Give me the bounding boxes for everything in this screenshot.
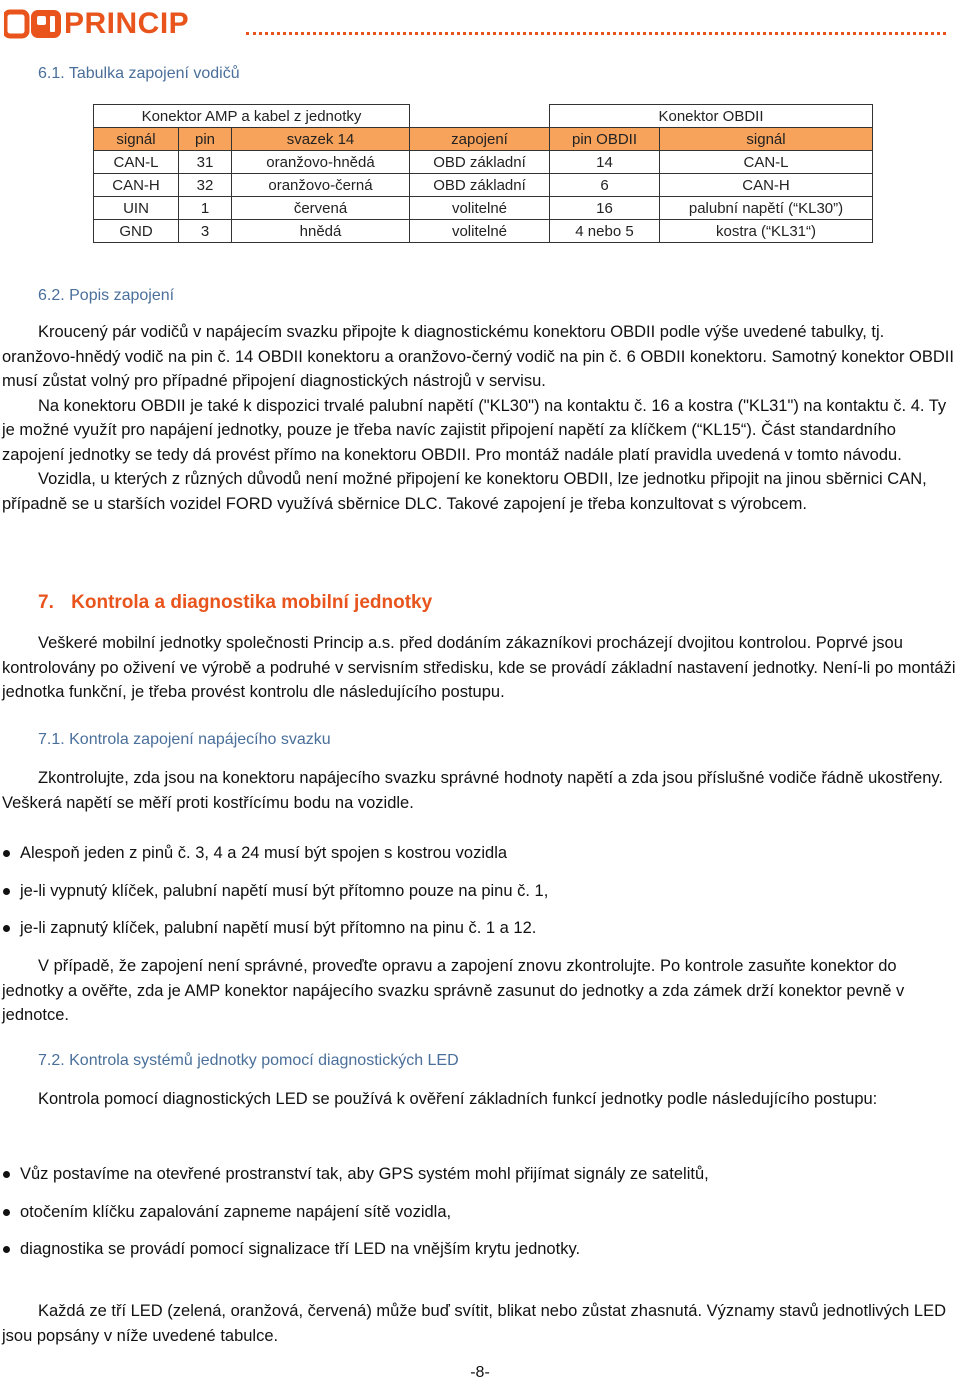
table-row — [94, 151, 873, 174]
table-cell: UIN — [94, 197, 179, 220]
bullet-icon — [3, 1209, 10, 1216]
table-cell: hnědá — [232, 220, 410, 243]
table-cell: 4 nebo 5 — [550, 220, 660, 243]
section-6-2-body — [2, 320, 960, 516]
list-item: Alespoň jeden z pinů č. 3, 4 a 24 musí být spojen s kostrou vozidla — [2, 841, 960, 865]
paragraph: Kontrola pomocí diagnostických LED se používá k ověření základních funkcí jednotky podle následujícího postupu: — [38, 1090, 878, 1108]
table-row — [94, 220, 873, 243]
paragraph: Na konektoru OBDII je také k dispozici trvalé palubní napětí ("KL30") na kontaktu č. 16 a kostra ("KL31") na kontaktu č. 4. Ty je možné využít pro napájení jednotky, pouze je třeba navíc zajistit připojení napětí za klíčkem (“KL15“). Část standardního zapojení jednotky se tedy dá provést přímo na konektoru OBDII. Pro montáž nadále platí pravidla uvedená v tomto návodu. — [2, 396, 947, 464]
table-cell: CAN-L — [94, 151, 179, 174]
paragraph: Veškeré mobilní jednotky společnosti Princip a.s. před dodáním zákazníkovi procházejí dvojitou kontrolou. Poprvé jsou kontrolovány po oživení ve výrobě a podruhé v servisním středisku, kde se provádí základní nastavení jednotky. Není-li po montáži jednotka funkční, je třeba provést kontrolu dle následujícího postupu. — [2, 634, 956, 701]
column-header: pin — [179, 128, 232, 151]
paragraph: Každá ze tří LED (zelená, oranžová, červená) může buď svítit, blikat nebo zůstat zhasnutá. Významy stavů jednotlivých LED jsou popsány v níže uvedené tabulce. — [2, 1302, 947, 1345]
table-cell: OBD základní — [410, 174, 550, 197]
table-cell: oranžovo-hnědá — [232, 151, 410, 174]
list-item: je-li zapnutý klíček, palubní napětí musí být přítomno na pinu č. 1 a 12. — [2, 916, 960, 940]
column-header: signál — [660, 128, 873, 151]
table-cell: 32 — [179, 174, 232, 197]
table-cell: 31 — [179, 151, 232, 174]
table-row — [94, 174, 873, 197]
section-7-2-bullets — [2, 1162, 960, 1275]
section-7-1-bullets — [2, 841, 960, 954]
princip-logo-mark-icon — [4, 9, 62, 39]
list-item: je-li vypnutý klíček, palubní napětí musí být přítomno pouze na pinu č. 1, — [2, 879, 960, 903]
bullet-icon — [3, 850, 10, 857]
table-cell: volitelné — [410, 220, 550, 243]
table-cell: 6 — [550, 174, 660, 197]
table-cell: CAN-H — [660, 174, 873, 197]
header-dotted-rule — [246, 32, 946, 35]
section-7-title — [38, 592, 432, 614]
paragraph: Vozidla, u kterých z různých důvodů není možné připojení ke konektoru OBDII, lze jednotku připojit na jinou sběrnici CAN, případně se u starších vozidel FORD využívá sběrnice DLC. Takové zapojení je třeba konzultovat s výrobcem. — [2, 470, 927, 513]
wiring-table — [93, 104, 873, 243]
table-cell: 14 — [550, 151, 660, 174]
table-row — [94, 197, 873, 220]
brand-name: PRINCIP — [64, 7, 190, 40]
table-cell: palubní napětí (“KL30”) — [660, 197, 873, 220]
paragraph: Zkontrolujte, zda jsou na konektoru napájecího svazku správné hodnoty napětí a zda jsou příslušné vodiče řádně ukostřeny. Veškerá napětí se měří proti kostřícímu bodu na vozidle. — [2, 769, 943, 812]
section-7-2-body — [2, 1087, 960, 1112]
table-cell: volitelné — [410, 197, 550, 220]
section-7-1-body — [2, 766, 960, 815]
table-cell: GND — [94, 220, 179, 243]
column-header: signál — [94, 128, 179, 151]
section-7-1-body-2 — [2, 954, 960, 1028]
list-item: diagnostika se provádí pomocí signalizace tří LED na vnějším krytu jednotky. — [2, 1237, 960, 1261]
column-header: zapojení — [410, 128, 550, 151]
table-cell: 1 — [179, 197, 232, 220]
table-cell: 3 — [179, 220, 232, 243]
section-7-2-title: 7.2. Kontrola systémů jednotky pomocí diagnostických LED — [38, 1052, 459, 1069]
table-group-right: Konektor OBDII — [550, 105, 873, 128]
table-cell: OBD základní — [410, 151, 550, 174]
paragraph: Kroucený pár vodičů v napájecím svazku připojte k diagnostickému konektoru OBDII podle výše uvedené tabulky, tj. oranžovo-hnědý vodič na pin č. 14 OBDII konektoru a oranžovo-černý vodič na pin č. 6 OBDII konektoru. Samotný konektor OBDII musí zůstat volný pro případné připojení diagnostických nástrojů v servisu. — [2, 323, 954, 390]
section-6-1-title: 6.1. Tabulka zapojení vodičů — [38, 65, 240, 82]
table-group-left: Konektor AMP a kabel z jednotky — [94, 105, 410, 128]
table-group-gap — [410, 105, 550, 128]
bullet-icon — [3, 1246, 10, 1253]
page-header — [0, 0, 960, 46]
column-header: pin OBDII — [550, 128, 660, 151]
page-number: -8- — [470, 1364, 490, 1381]
bullet-icon — [3, 888, 10, 895]
table-cell: oranžovo-černá — [232, 174, 410, 197]
bullet-icon — [3, 1171, 10, 1178]
princip-logo — [4, 8, 189, 40]
table-cell: 16 — [550, 197, 660, 220]
section-6-2-title: 6.2. Popis zapojení — [38, 287, 175, 304]
table-header-row — [94, 128, 873, 151]
paragraph: V případě, že zapojení není správné, proveďte opravu a zapojení znovu zkontrolujte. Po kontrole zasuňte konektor do jednotky a ověřte, zda je AMP konektor napájecího svazku správně zasunut do jednotky a zda zámek drží konektor pevně v jednotce. — [2, 957, 905, 1024]
section-7-2-body-2 — [2, 1299, 960, 1348]
table-cell: kostra (“KL31“) — [660, 220, 873, 243]
table-cell: CAN-H — [94, 174, 179, 197]
section-7-heading: Kontrola a diagnostika mobilní jednotky — [71, 592, 433, 613]
section-7-1-title: 7.1. Kontrola zapojení napájecího svazku — [38, 731, 331, 748]
table-cell: CAN-L — [660, 151, 873, 174]
bullet-icon — [3, 925, 10, 932]
section-7-body — [2, 631, 960, 705]
list-item: otočením klíčku zapalování zapneme napájení sítě vozidla, — [2, 1200, 960, 1224]
table-cell: červená — [232, 197, 410, 220]
column-header: svazek 14 — [232, 128, 410, 151]
section-7-number: 7. — [38, 592, 54, 613]
list-item: Vůz postavíme na otevřené prostranství tak, aby GPS systém mohl přijímat signály ze satelitů, — [2, 1162, 960, 1186]
